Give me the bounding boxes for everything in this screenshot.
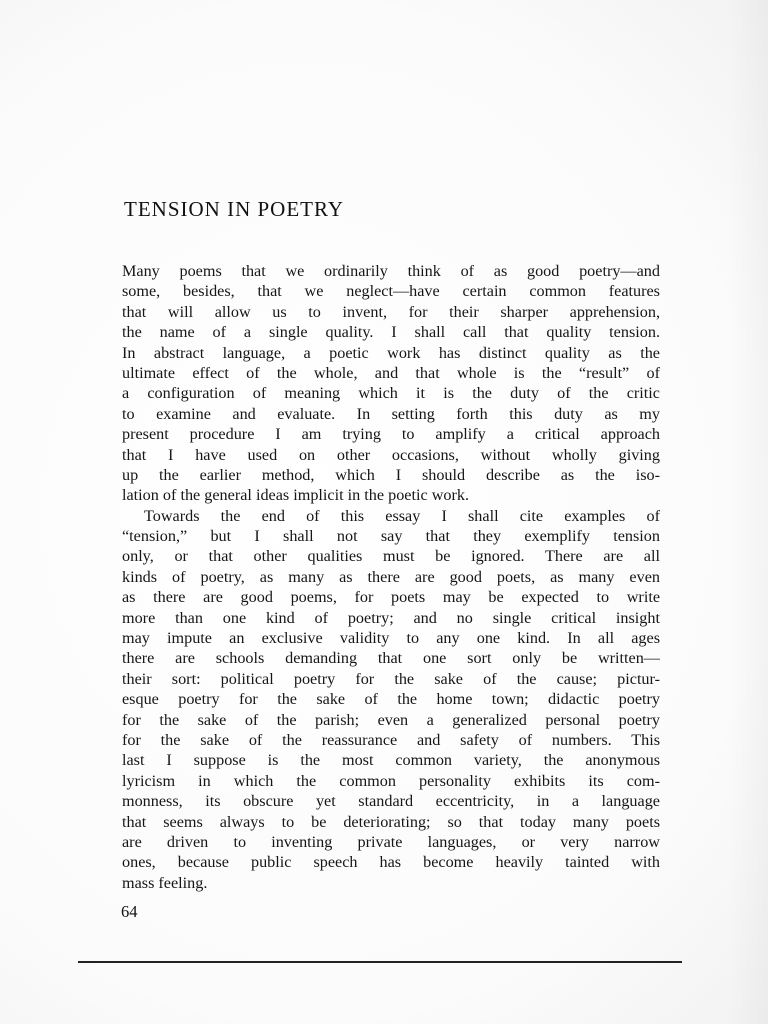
text-line: there are schools demanding that one sort only be written— xyxy=(122,649,660,668)
text-line: esque poetry for the sake of the home town; didactic poetry xyxy=(122,690,660,709)
text-line: more than one kind of poetry; and no single critical insight xyxy=(122,608,660,627)
text-line: up the earlier method, which I should describe as the iso- xyxy=(122,465,660,484)
text-line: are driven to inventing private languages, or very narrow xyxy=(122,832,660,851)
text-line: last I suppose is the most common variety, the anonymous xyxy=(122,751,660,770)
text-line: as there are good poems, for poets may be expected to write xyxy=(122,588,660,607)
essay-body xyxy=(122,261,660,893)
text-line: ones, because public speech has become heavily tainted with xyxy=(122,853,660,872)
page-edge-shadow xyxy=(728,0,768,1024)
text-line: for the sake of the parish; even a generalized personal poetry xyxy=(122,710,660,729)
text-line: monness, its obscure yet standard eccentricity, in a language xyxy=(122,792,660,811)
text-line: that I have used on other occasions, without wholly giving xyxy=(122,445,660,464)
text-line: for the sake of the reassurance and safety of numbers. This xyxy=(122,730,660,749)
text-line: their sort: political poetry for the sake of the cause; pictur- xyxy=(122,669,660,688)
text-line: mass feeling. xyxy=(122,873,208,892)
text-line: kinds of poetry, as many as there are good poets, as many even xyxy=(122,567,660,586)
text-line: to examine and evaluate. In setting forth this duty as my xyxy=(122,404,660,423)
text-line: that will allow us to invent, for their sharper apprehension, xyxy=(122,302,660,321)
text-line: lyricism in which the common personality exhibits its com- xyxy=(122,771,660,790)
text-line: Many poems that we ordinarily think of as good poetry—and xyxy=(122,262,660,280)
text-line: may impute an exclusive validity to any one kind. In all ages xyxy=(122,629,660,648)
text-line: only, or that other qualities must be ignored. There are all xyxy=(122,547,660,566)
bottom-rule xyxy=(78,961,682,963)
text-line: the name of a single quality. I shall call that quality tension. xyxy=(122,323,660,342)
text-line: “tension,” but I shall not say that they exemplify tension xyxy=(122,527,660,546)
text-line: Towards the end of this essay I shall cite examples of xyxy=(144,506,660,525)
text-line: that seems always to be deteriorating; so that today many poets xyxy=(122,812,660,831)
text-line: lation of the general ideas implicit in the poetic work. xyxy=(122,486,470,505)
text-line: ultimate effect of the whole, and that whole is the “result” of xyxy=(122,363,660,382)
page-title: TENSION IN POETRY xyxy=(124,197,344,221)
text-line: some, besides, that we neglect—have certain common features xyxy=(122,282,660,301)
text-line: a configuration of meaning which it is the duty of the critic xyxy=(122,384,660,403)
text-line: In abstract language, a poetic work has distinct quality as the xyxy=(122,343,660,362)
page-number: 64 xyxy=(121,902,138,921)
text-line: present procedure I am trying to amplify a critical approach xyxy=(122,425,660,444)
